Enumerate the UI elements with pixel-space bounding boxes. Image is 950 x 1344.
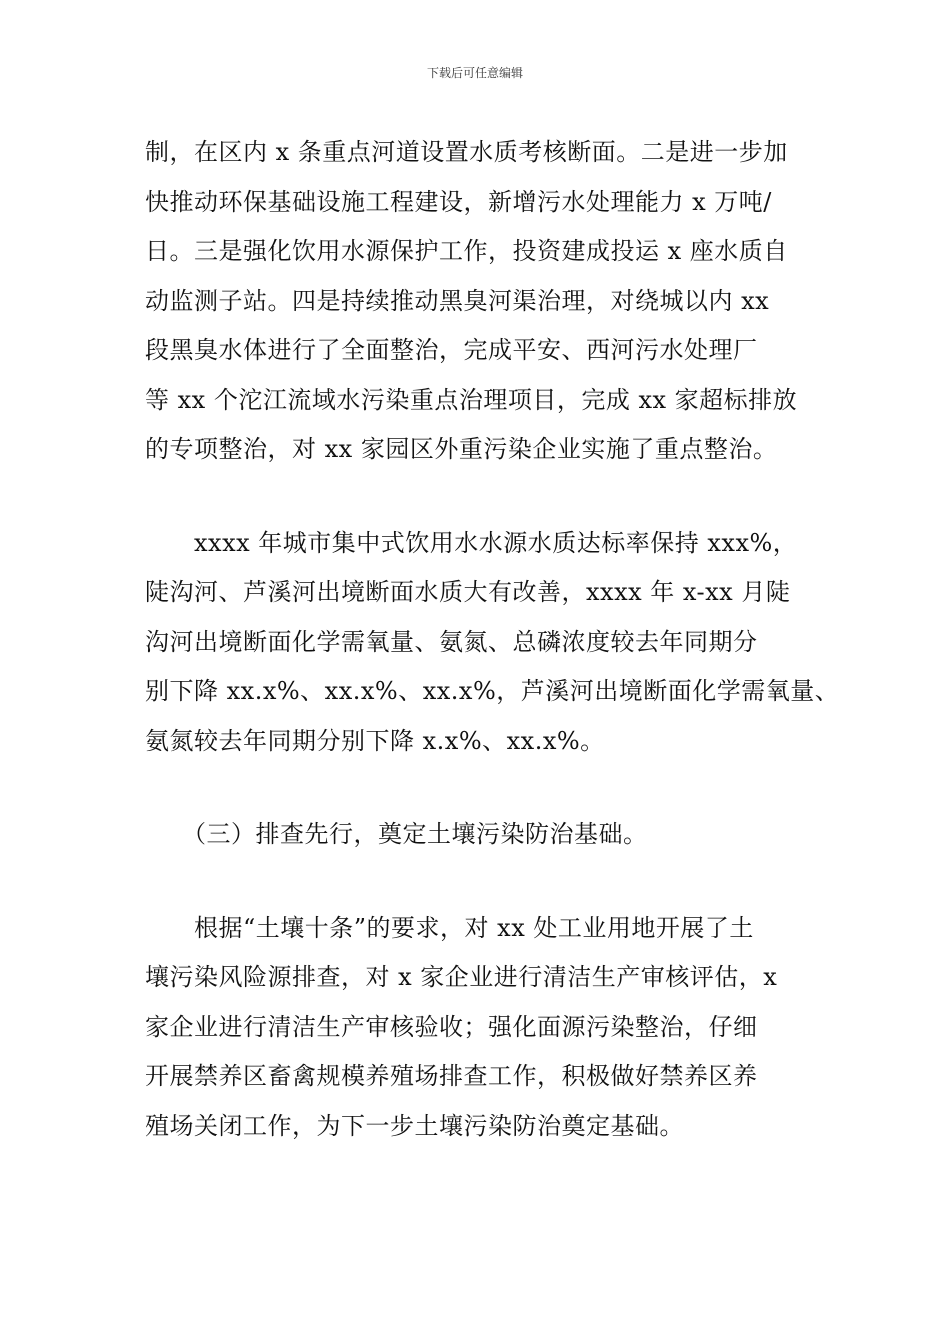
text-line: 氨氮较去年同期分别下降 x.x%、xx.x%。 xyxy=(145,726,605,755)
text-line: 殖场关闭工作，为下一步土壤污染防治奠定基础。 xyxy=(145,1111,684,1140)
text-line: 日。三是强化饮用水源保护工作，投资建成投运 x 座水质自 xyxy=(145,237,788,265)
page-header: 下载后可任意编辑 xyxy=(426,66,523,80)
text-line: 制，在区内 x 条重点河道设置水质考核断面。二是进一步加 xyxy=(145,138,788,166)
paragraph-water-quality xyxy=(145,519,840,767)
paragraph-spacer xyxy=(145,860,825,904)
paragraph-spacer xyxy=(145,766,825,810)
text-line: 段黑臭水体进行了全面整治，完成平安、西河污水处理厂 xyxy=(145,336,758,364)
text-line: 沟河出境断面化学需氧量、氨氮、总磷浓度较去年同期分 xyxy=(145,627,758,656)
section-heading xyxy=(145,810,825,860)
paragraph-spacer xyxy=(145,475,825,519)
document-body xyxy=(145,128,840,1151)
text-line: 开展禁养区畜禽规模养殖场排查工作，积极做好禁养区养 xyxy=(145,1062,758,1090)
text-line: 等 xx 个沱江流域水污染重点治理项目，完成 xx 家超标排放 xyxy=(145,385,798,414)
text-line: 壤污染风险源排查，对 x 家企业进行清洁生产审核评估，x xyxy=(145,963,778,991)
text-line: 陡沟河、芦溪河出境断面水质大有改善，xxxx 年 x-xx 月陡 xyxy=(145,578,791,606)
text-line: xxxx 年城市集中式饮用水水源水质达标率保持 xxx%， xyxy=(145,528,798,557)
text-line: 根据“土壤十条”的要求，对 xx 处工业用地开展了土 xyxy=(145,913,754,942)
text-line: （三）排查先行，奠定土壤污染防治基础。 xyxy=(145,820,648,848)
paragraph-water-treatment xyxy=(145,128,825,475)
text-line: 动监测子站。四是持续推动黑臭河渠治理，对绕城以内 xx xyxy=(145,286,770,315)
paragraph-soil-pollution xyxy=(145,904,825,1152)
text-line: 快推动环保基础设施工程建设，新增污水处理能力 x 万吨/ xyxy=(145,187,772,216)
text-line: 的专项整治，对 xx 家园区外重污染企业实施了重点整治。 xyxy=(145,435,778,463)
text-line: 家企业进行清洁生产审核验收；强化面源污染整治，仔细 xyxy=(145,1012,758,1041)
text-line: 别下降 xx.x%、xx.x%、xx.x%，芦溪河出境断面化学需氧量、 xyxy=(145,677,840,705)
